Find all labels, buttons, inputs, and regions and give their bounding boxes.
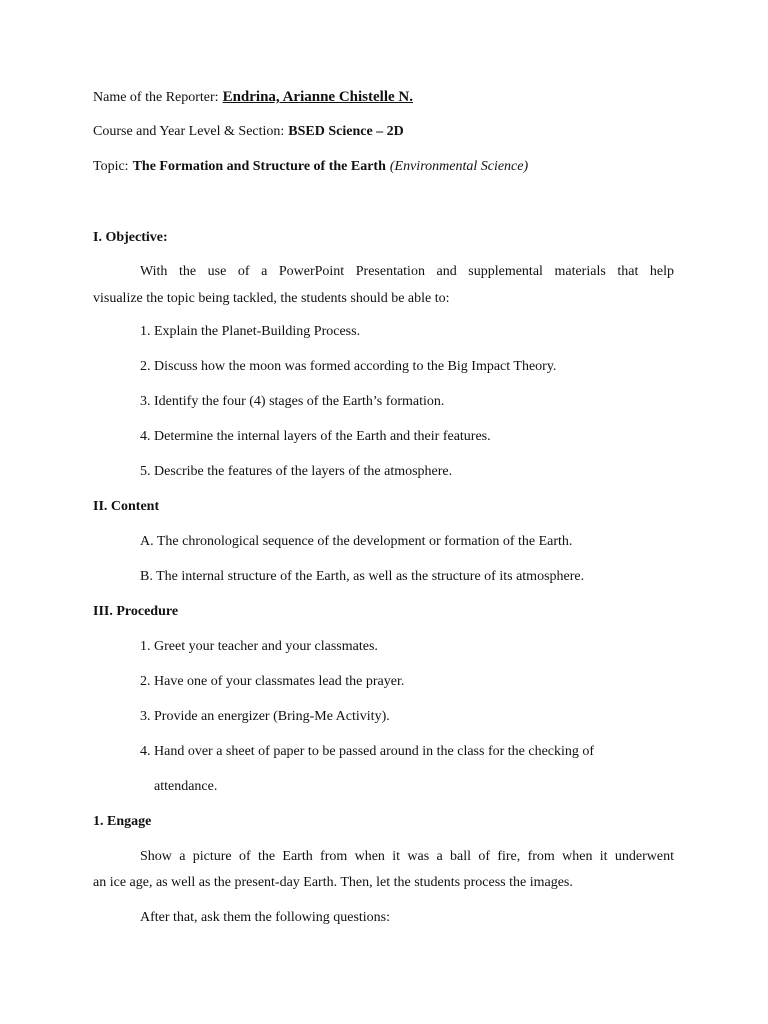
engage-para-line2: an ice age, as well as the present-day Earth. Then, let the students process the images.	[93, 875, 573, 890]
course-value: BSED Science – 2D	[288, 124, 404, 139]
procedure-item: 4. Hand over a sheet of paper to be passed around in the class for the checking of	[140, 744, 595, 759]
reporter-label: Name of the Reporter:	[93, 90, 219, 105]
procedure-item: 2. Have one of your classmates lead the prayer.	[140, 674, 405, 689]
topic-label: Topic:	[93, 159, 129, 174]
course-label: Course and Year Level & Section:	[93, 124, 285, 139]
objective-item: 1. Explain the Planet-Building Process.	[140, 324, 361, 339]
objective-intro-line2: visualize the topic being tackled, the students should be able to:	[93, 291, 450, 306]
topic-value: The Formation and Structure of the Earth	[132, 159, 386, 174]
objective-intro-line1: With the use of a PowerPoint Presentation and supplemental materials that help	[140, 264, 674, 279]
topic-note: (Environmental Science)	[389, 159, 529, 174]
reporter-line	[93, 88, 413, 107]
topic-line	[93, 158, 528, 176]
content-heading: II. Content	[93, 499, 160, 514]
reporter-name: Endrina, Arianne Chistelle N.	[222, 89, 413, 105]
procedure-item-continuation: attendance.	[154, 779, 218, 794]
content-item: B. The internal structure of the Earth, as well as the structure of its atmosphere.	[140, 569, 585, 584]
procedure-item: 1. Greet your teacher and your classmates.	[140, 639, 378, 654]
procedure-heading: III. Procedure	[93, 604, 179, 619]
engage-para-line1: Show a picture of the Earth from when it was a ball of fire, from when it underwent	[140, 849, 674, 864]
objective-item: 4. Determine the internal layers of the Earth and their features.	[140, 429, 491, 444]
content-item: A. The chronological sequence of the development or formation of the Earth.	[140, 534, 573, 549]
procedure-item: 3. Provide an energizer (Bring-Me Activity).	[140, 709, 390, 724]
objective-heading: I. Objective:	[93, 230, 168, 245]
engage-followup: After that, ask them the following questions:	[140, 910, 391, 925]
course-line	[93, 123, 404, 141]
objective-item: 3. Identify the four (4) stages of the Earth’s formation.	[140, 394, 445, 409]
objective-item: 5. Describe the features of the layers of the atmosphere.	[140, 464, 453, 479]
engage-heading: 1. Engage	[93, 814, 152, 829]
objective-item: 2. Discuss how the moon was formed according to the Big Impact Theory.	[140, 359, 557, 374]
